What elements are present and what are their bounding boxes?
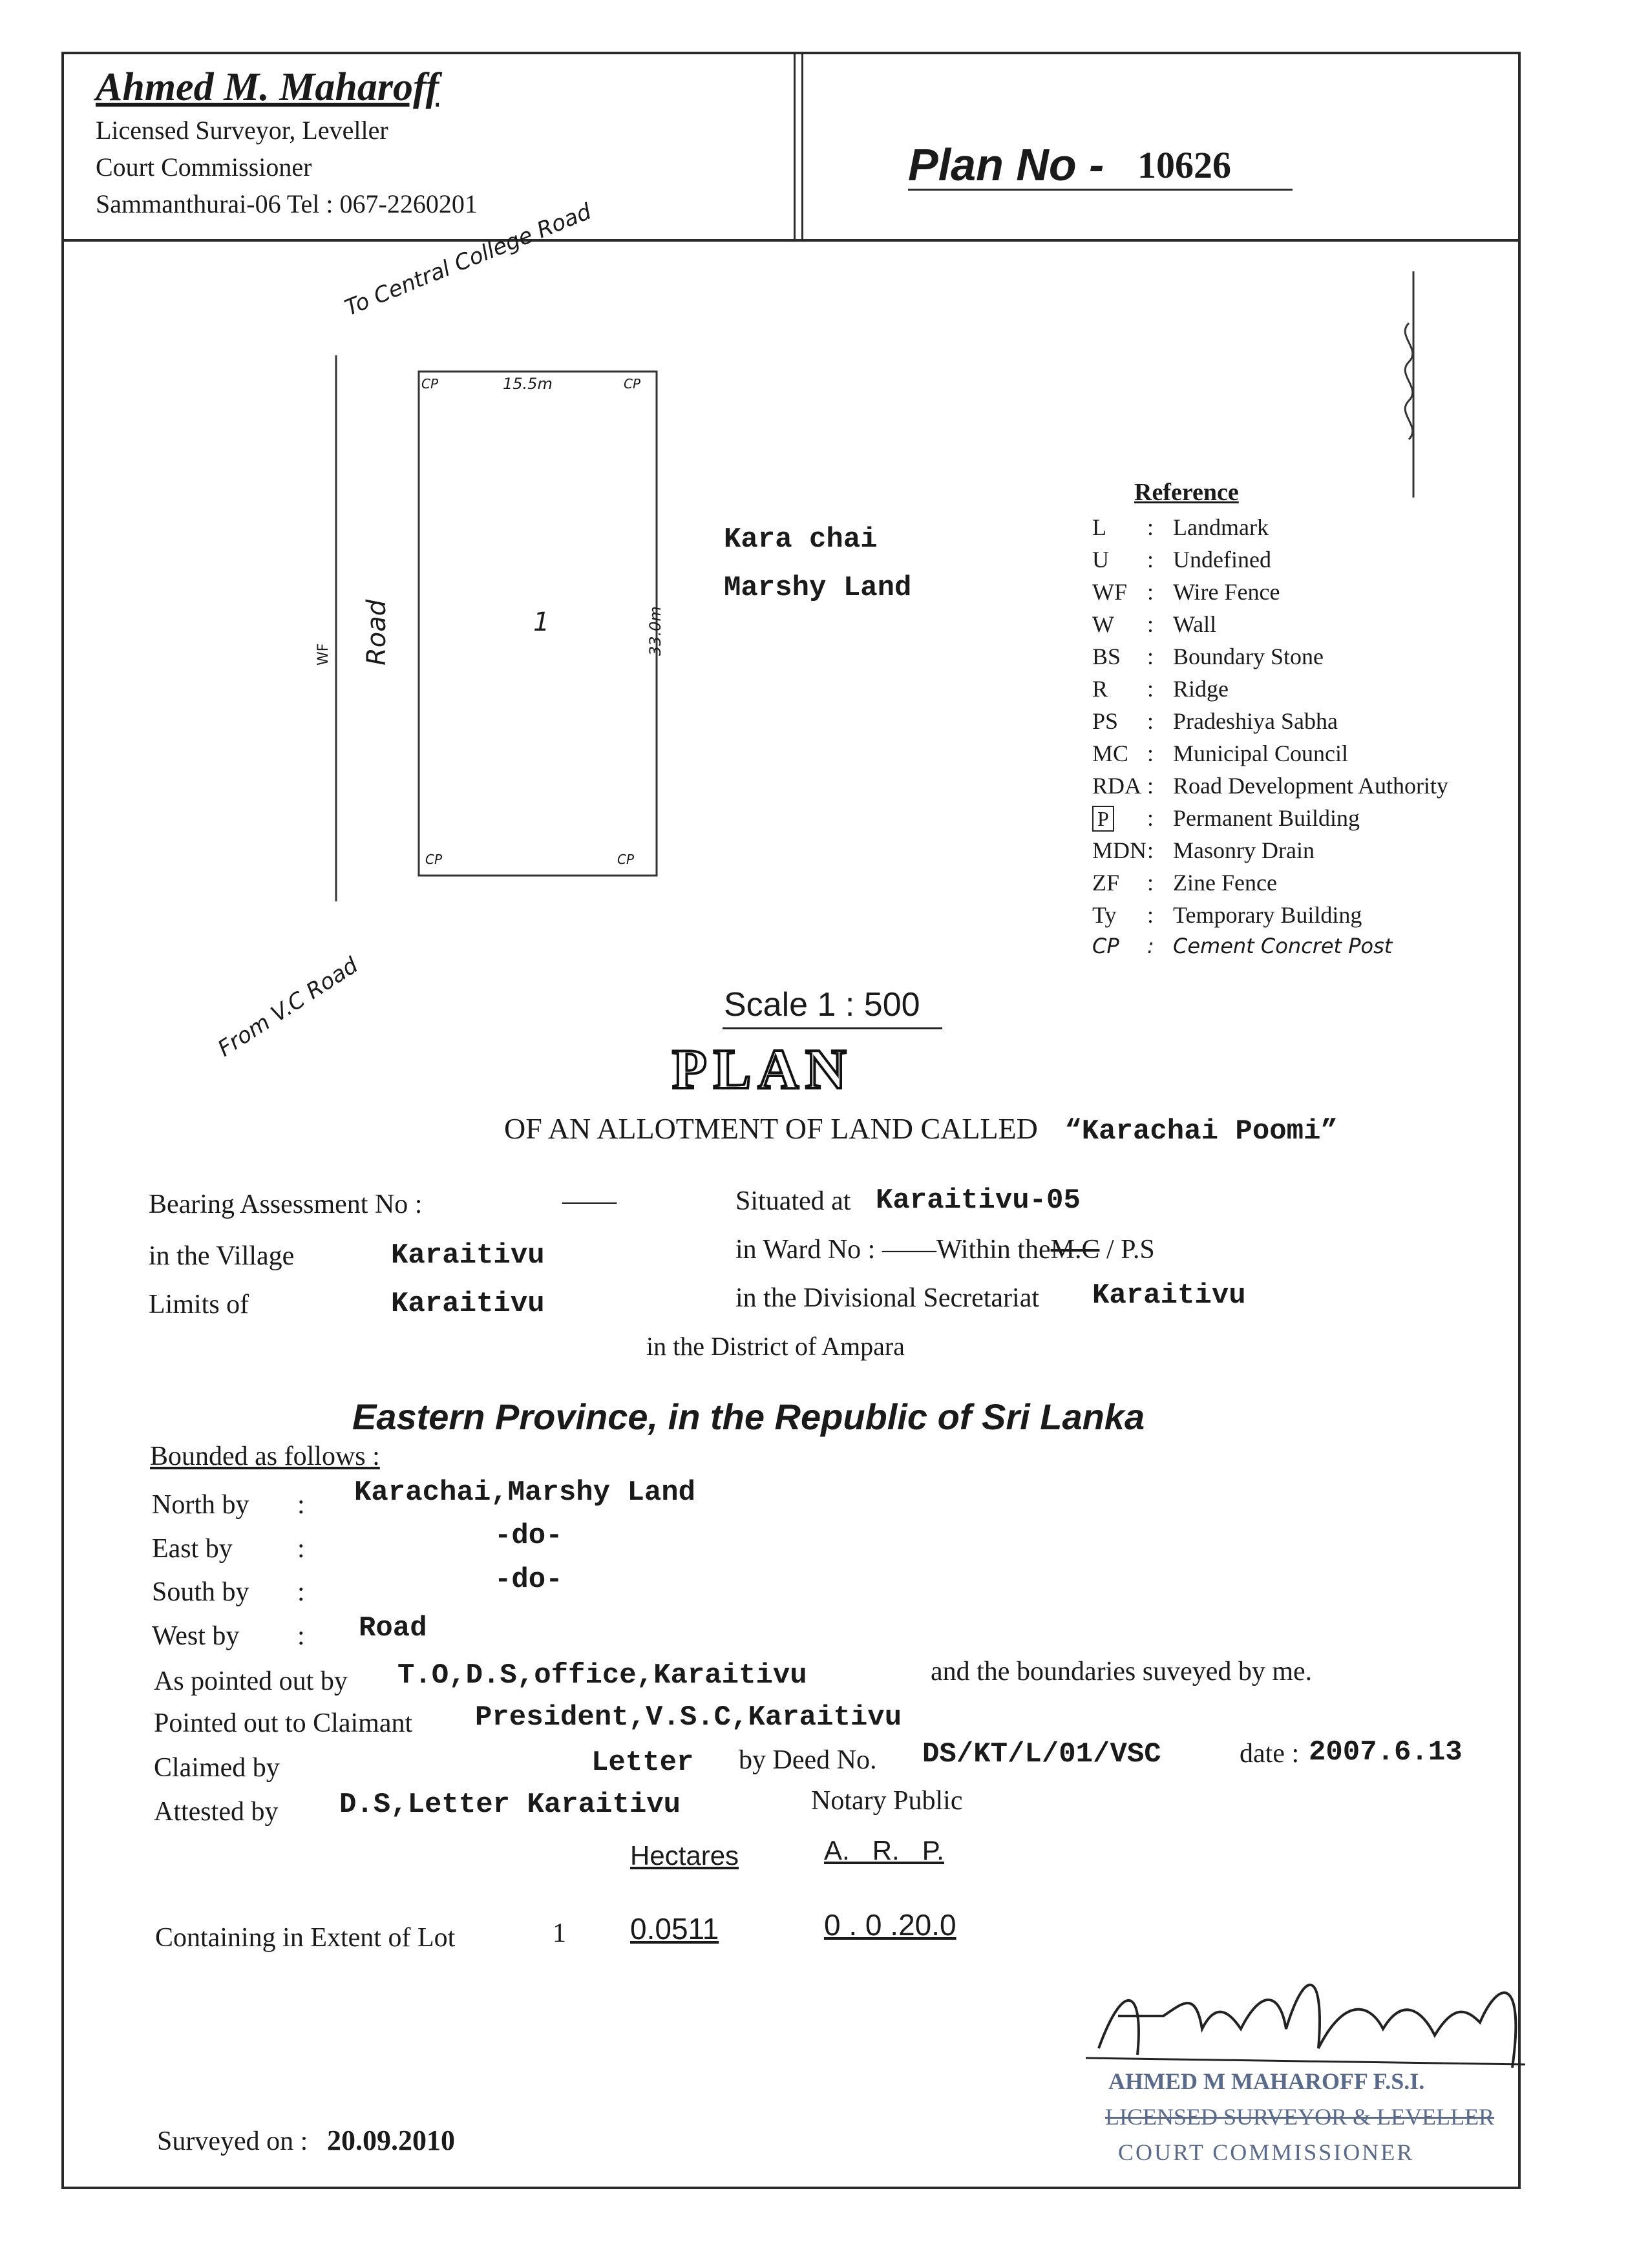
stamp-role: COURT COMMISSIONER [1118,2139,1415,2165]
claimant-value: President,V.S.C,Karaitivu [475,1701,902,1734]
village-label: in the Village [149,1241,295,1271]
surveyed-date: 20.09.2010 [323,2123,459,2158]
road-label: Road [362,599,392,666]
legend-row: ZF : Zine Fence [1092,870,1277,896]
wire-fence-label: WF [315,643,332,666]
date-value: 2007.6.13 [1309,1736,1463,1769]
corner-post-label: CP [421,376,439,392]
page-title: PLAN [672,1038,853,1101]
lot-number-value: 1 [553,1918,566,1948]
south-label: South by [152,1577,249,1607]
boundaries-text: and the boundaries suveyed by me. [931,1657,1313,1686]
scale-underline [723,1027,942,1029]
west-value: Road [359,1612,427,1644]
district-label: in the District of Ampara [646,1332,905,1361]
adjacent-land-label: Kara chai [724,523,878,556]
legend-row: R : Ridge [1092,676,1229,702]
pointed-value: T.O,D.S,office,Karaitivu [397,1659,807,1692]
ward-field: in Ward No : ——Within theM.C / P.S [735,1235,1155,1265]
assessment-label: Bearing Assessment No : [149,1190,423,1219]
bound-colon: : [297,1534,305,1564]
hectares-header: Hectares [630,1840,739,1871]
surveyor-title: Licensed Surveyor, Leveller [96,116,388,145]
plan-no-label: Plan No - [908,140,1104,190]
permanent-building-icon: P [1092,806,1114,832]
plan-no-value: 10626 [1137,144,1231,186]
corner-post-label: CP [425,852,443,867]
corner-post-label: CP [624,376,641,392]
reference-title: Reference [1134,479,1239,506]
width-dimension: 15.5m [503,375,553,393]
legend-row: PS : Pradeshiya Sabha [1092,708,1338,734]
north-label: North by [152,1490,249,1520]
arp-value: 0 . 0 .20.0 [824,1908,956,1942]
surveyor-address: Sammanthurai-06 Tel : 067-2260201 [96,189,478,218]
limits-label: Limits of [149,1290,249,1319]
legend-row: U : Undefined [1092,547,1271,572]
legend-row: L : Landmark [1092,514,1269,540]
stamp-title: LICENSED SURVEYOR & LEVELLER [1105,2104,1495,2130]
assessment-value: —— [562,1186,617,1216]
legend-row: MDN: Masonry Drain [1092,837,1315,863]
south-value: -do- [494,1564,563,1596]
adjacent-land-label: Marshy Land [724,572,912,604]
legend-row: MC : Municipal Council [1092,740,1348,766]
legend-row: Ty : Temporary Building [1092,902,1362,928]
bound-colon: : [297,1577,305,1607]
surveyor-role: Court Commissioner [96,152,312,182]
scale-label: Scale 1 : 500 [724,986,920,1024]
plan-subtitle: OF AN ALLOTMENT OF LAND CALLED “Karachai Poomi” [504,1112,1338,1148]
claimed-value: Letter [591,1747,694,1779]
situated-value: Karaitivu-05 [876,1184,1081,1217]
bound-colon: : [297,1621,305,1651]
legend-row: WF : Wire Fence [1092,579,1280,605]
claimed-label: Claimed by [154,1753,280,1783]
corner-post-label: CP [617,852,635,867]
ds-label: in the Divisional Secretariat [735,1283,1040,1313]
east-label: East by [152,1534,233,1564]
attested-value: D.S,Letter Karaitivu [339,1789,681,1821]
legend-row: P : Permanent Building [1092,804,1360,832]
stamp-name: AHMED M MAHAROFF F.S.I. [1108,2068,1425,2094]
signature [1099,1985,1516,2068]
ds-value: Karaitivu [1092,1279,1246,1312]
road-to-label: To Central College Road [341,198,595,322]
legend-row: CP : Cement Concret Post [1092,934,1393,958]
east-value: -do- [494,1520,563,1552]
hectares-value: 0.0511 [630,1912,719,1946]
arp-header: A. R. P. [824,1835,944,1865]
surveyed-label: Surveyed on : [157,2126,308,2156]
deed-value: DS/KT/L/01/VSC [922,1738,1161,1770]
attested-label: Attested by [154,1797,279,1827]
bounds-title: Bounded as follows : [150,1442,380,1471]
legend-row: RDA : Road Development Authority [1092,773,1448,799]
west-label: West by [152,1621,240,1651]
province-heading: Eastern Province, in the Republic of Sri Lanka [352,1396,1145,1437]
village-value: Karaitivu [391,1239,545,1272]
bound-colon: : [297,1490,305,1520]
notary-label: Notary Public [811,1786,963,1816]
extent-label: Containing in Extent of Lot [155,1923,456,1953]
pointed-label: As pointed out by [154,1666,348,1696]
date-label: date : [1240,1739,1300,1769]
situated-label: Situated at [735,1186,851,1216]
land-name: “Karachai Poomi” [1064,1115,1338,1148]
claimant-label: Pointed out to Claimant [154,1708,413,1738]
legend-row: BS : Boundary Stone [1092,644,1324,669]
north-arrow-icon [1405,323,1413,439]
limits-value: Karaitivu [391,1288,545,1320]
road-from-label: From V.C Road [213,952,363,1062]
deed-label: by Deed No. [739,1745,877,1775]
height-dimension: 33.0m [646,606,664,656]
legend-row: W : Wall [1092,611,1217,637]
signature-underline [1086,2058,1525,2064]
surveyor-name: Ahmed M. Maharoff [96,65,439,109]
north-value: Karachai,Marshy Land [354,1476,696,1509]
lot-number: 1 [533,607,550,637]
